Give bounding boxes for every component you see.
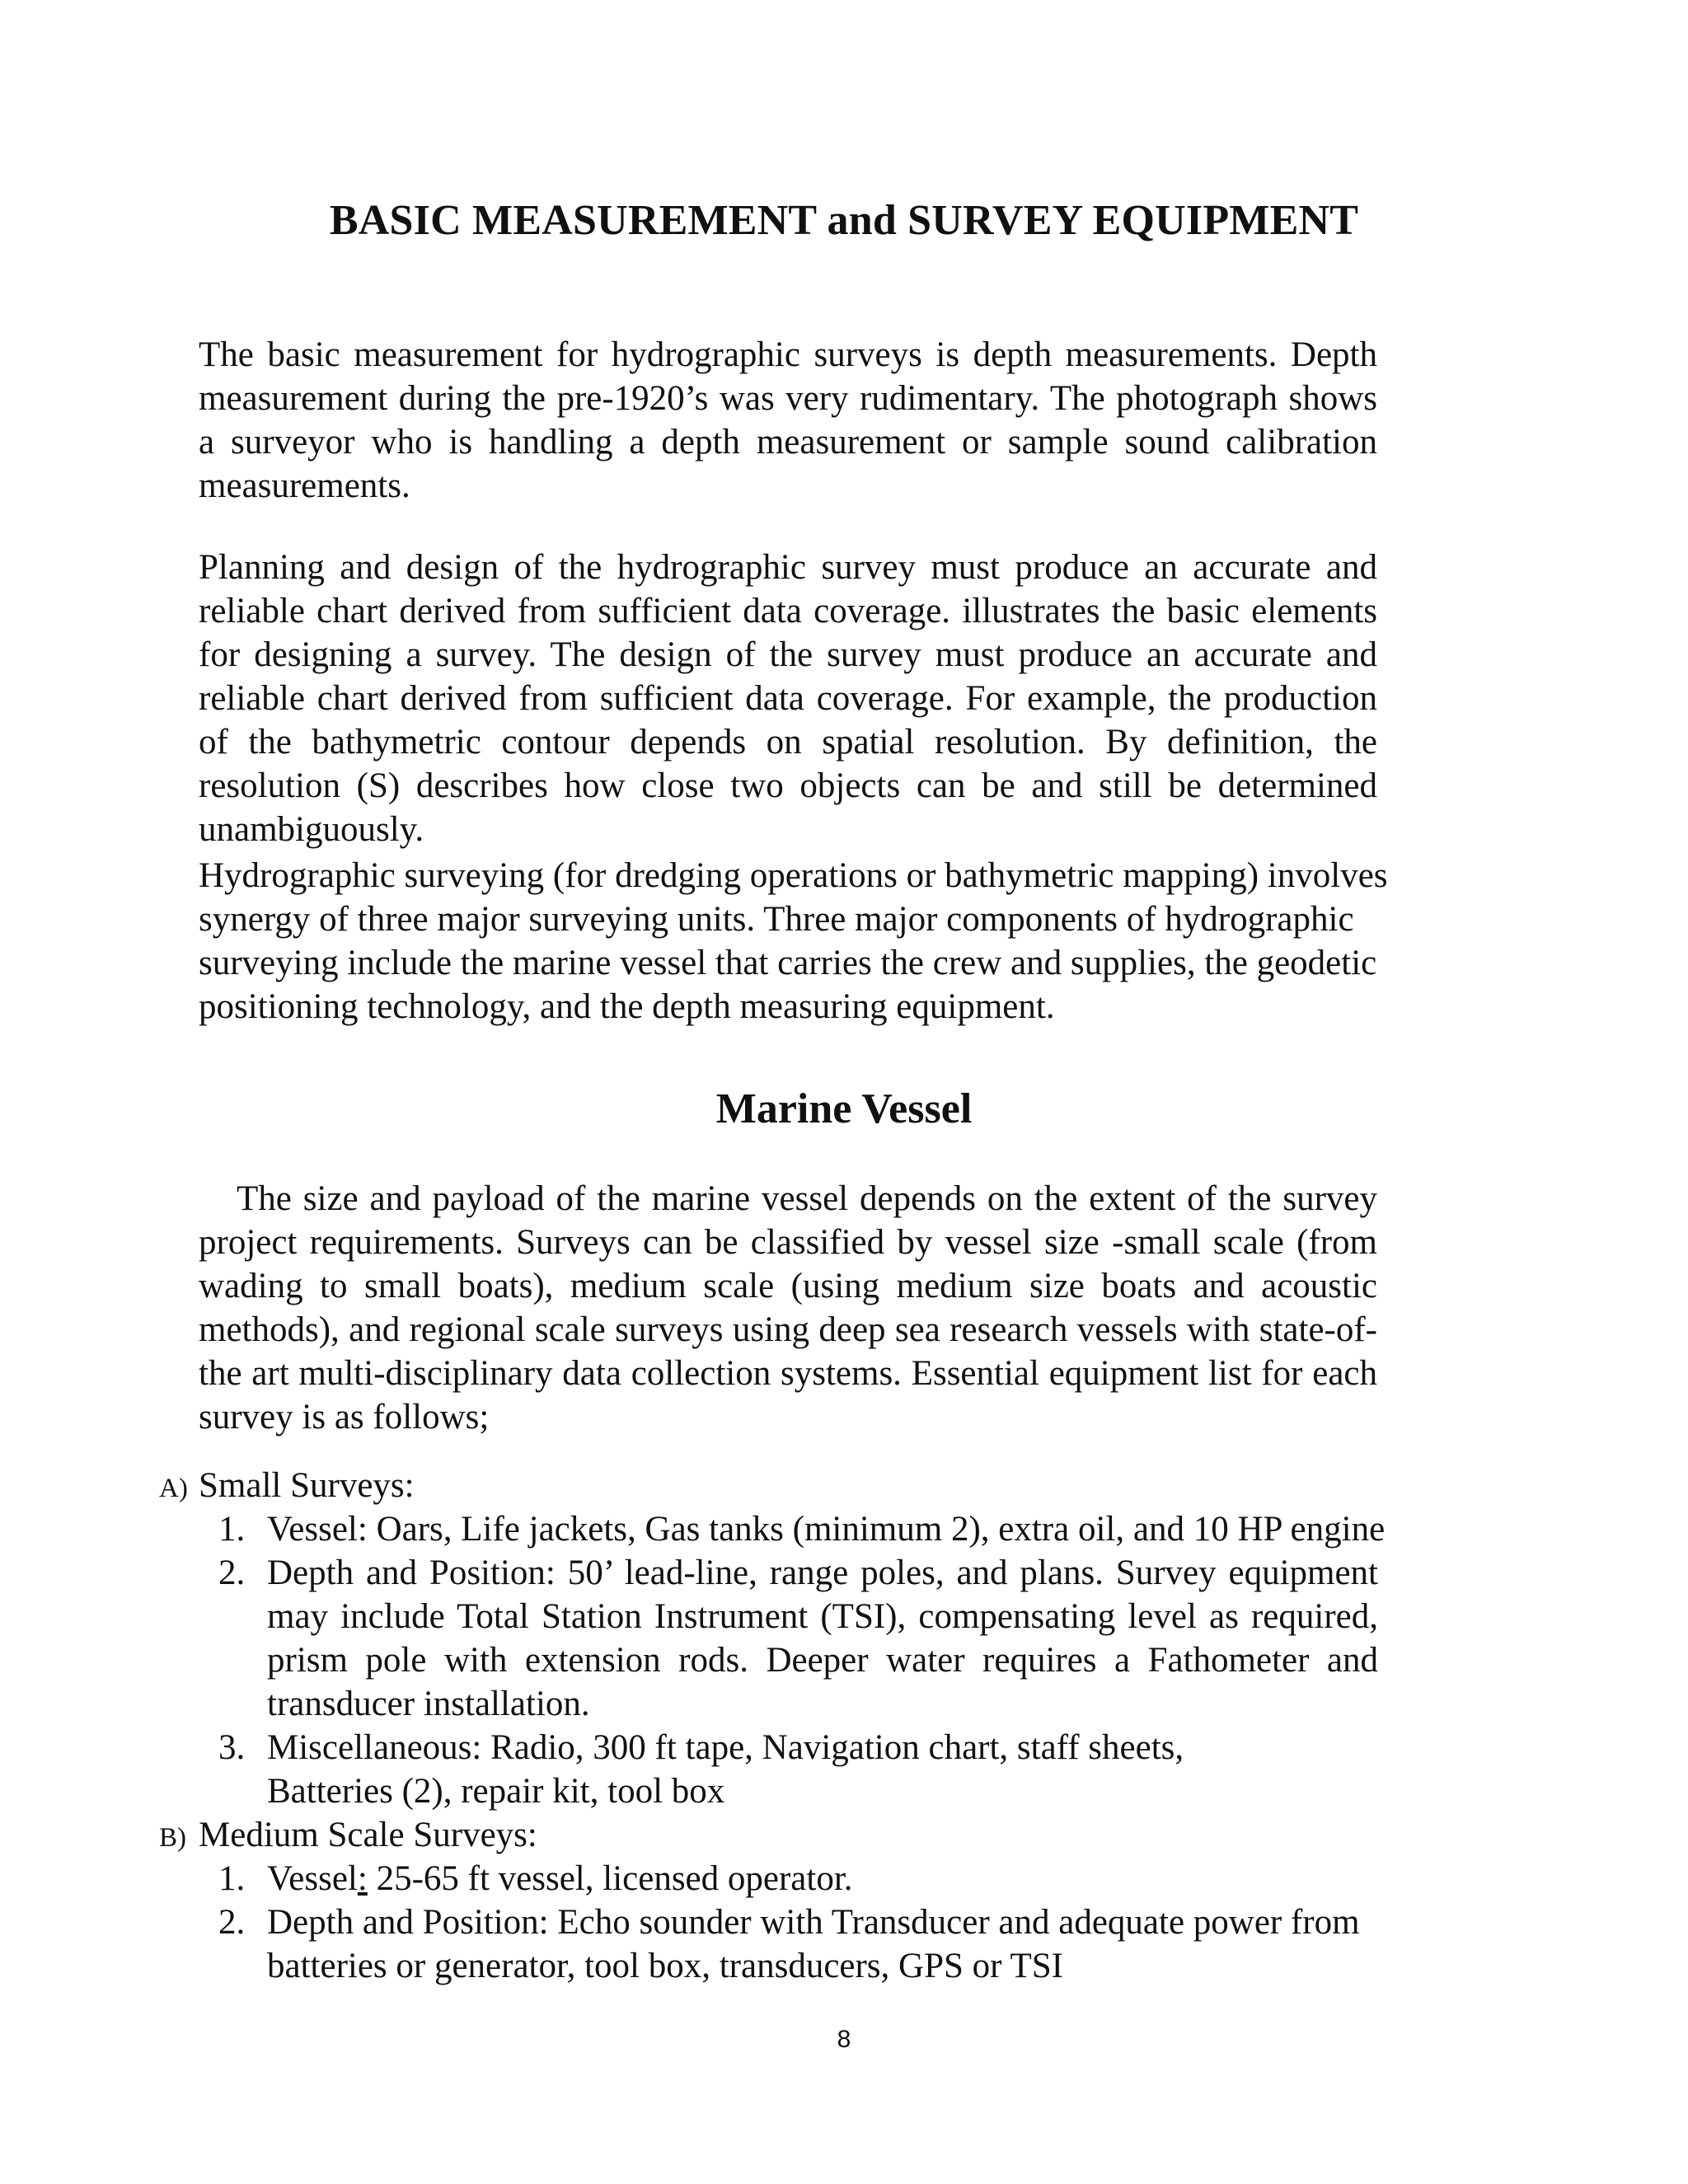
list-item [218,1551,1378,1726]
category-title: Medium Scale Surveys: [199,1816,537,1854]
underlined-colon: : [357,1859,368,1898]
list-item-detail: 25-65 ft vessel, licensed operator. [367,1859,853,1898]
list-item-number: 2. [218,1554,246,1592]
list-item [218,1726,1256,1813]
page-title: BASIC MEASUREMENT and SURVEY EQUIPMENT [329,197,1359,244]
list-item-text [267,1857,1378,1900]
list-item-number: 2. [218,1903,246,1942]
list-item [218,1900,1378,1988]
intro-paragraph-2: Planning and design of the hydrographic survey must produce an accurate and reliable chart derived from sufficient data coverage. illustrates the basic elements for designing a survey. The design of the survey must produce an accurate and reliable chart derived from sufficient data coverage. For example, the production of the bathymetric contour depends on spatial resolution. By definition, the resolution (S) describes how close two objects can be and still be determined unambiguously. [199,548,1377,849]
list-item-label: Vessel [267,1859,358,1898]
section-heading-marine-vessel: Marine Vessel [715,1085,973,1132]
list-item [218,1507,1386,1551]
list-item-text: Depth and Position: Echo sounder with Transducer and adequate power from batteries or generator, tool box, transducers, GPS or TSI [267,1903,1360,1985]
marine-vessel-paragraph: The size and payload of the marine vessel depends on the extent of the survey project requirements. Surveys can be classified by vessel size -small scale (from wading to small boats), medium scale (using medium size boats and acoustic methods), and regional scale surveys using deep sea research vessels with state-of-the art multi-disciplinary data collection systems. Essential equipment list for each survey is as follows; [199,1179,1377,1436]
equipment-list [0,1464,1688,1988]
category-small-surveys [0,1464,1688,1507]
list-item-number: 1. [218,1510,246,1549]
category-medium-scale-surveys [0,1813,1688,1857]
list-item-number: 3. [218,1728,246,1767]
list-item-number: 1. [218,1859,246,1898]
category-title: Small Surveys: [199,1466,415,1505]
category-letter: B) [159,1823,186,1853]
page-number: 8 [837,2026,851,2053]
list-item-text: Miscellaneous: Radio, 300 ft tape, Navigation chart, staff sheets, Batteries (2), repair kit, tool box [267,1728,1184,1811]
category-letter: A) [159,1474,188,1503]
list-item-text: Depth and Position: 50’ lead-line, range poles, and plans. Survey equipment may include Total Station Instrument (TSI), compensating level as required, prism pole with extension rods. Deeper water requires a Fathometer and transducer installation. [267,1554,1378,1723]
list-item [218,1857,1378,1900]
intro-paragraph-1: The basic measurement for hydrographic surveys is depth measurements. Depth measurement during the pre-1920’s was very rudimentary. The photograph shows a surveyor who is handling a depth measurement or sample sound calibration measurements. [199,335,1377,505]
list-item-text: Vessel: Oars, Life jackets, Gas tanks (minimum 2), extra oil, and 10 HP engine [267,1510,1386,1549]
intro-paragraph-3: Hydrographic surveying (for dredging operations or bathymetric mapping) involves synergy of three major surveying units. Three major components of hydrographic surveying include the marine vessel that carries the crew and supplies, the geodetic positioning technology, and the depth measuring equipment. [199,856,1388,1026]
